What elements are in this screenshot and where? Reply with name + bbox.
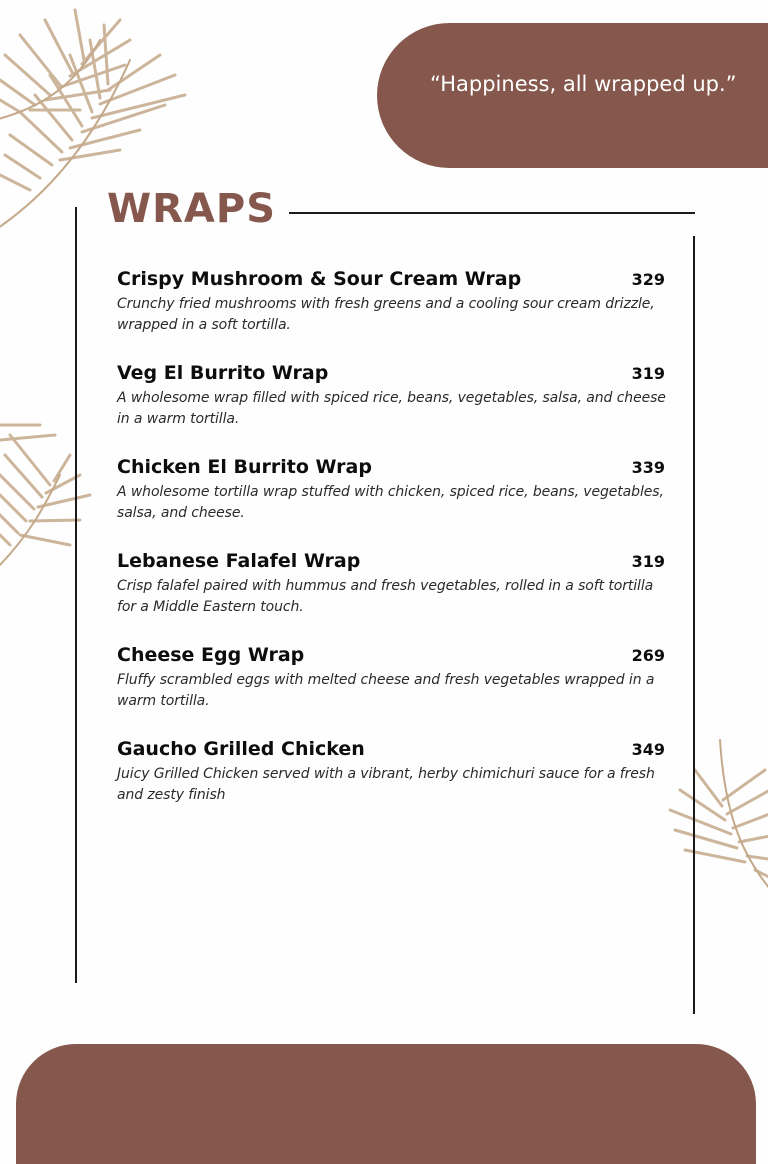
item-name: Gaucho Grilled Chicken [117, 738, 365, 760]
palm-leaf-icon [665, 730, 768, 900]
menu-list [117, 268, 667, 832]
item-name: Cheese Egg Wrap [117, 644, 305, 666]
item-price: 319 [631, 364, 665, 383]
menu-item [117, 738, 667, 832]
right-border-line [693, 236, 695, 1014]
palm-leaf-icon [0, 395, 100, 575]
item-name: Veg El Burrito Wrap [117, 362, 329, 384]
item-price: 329 [631, 270, 665, 289]
menu-item [117, 550, 667, 644]
menu-item [117, 644, 667, 738]
left-border-line [75, 207, 77, 983]
item-description: Crunchy fried mushrooms with fresh greens and a cooling sour cream drizzle, wrapped in a soft tortilla. [117, 296, 655, 333]
item-name: Lebanese Falafel Wrap [117, 550, 361, 572]
item-name: Chicken El Burrito Wrap [117, 456, 372, 478]
item-description: Crisp falafel paired with hummus and fresh vegetables, rolled in a soft tortilla for a Middle Eastern touch. [117, 578, 654, 615]
menu-item [117, 268, 667, 362]
item-description: Fluffy scrambled eggs with melted cheese and fresh vegetables wrapped in a warm tortilla. [117, 672, 655, 709]
item-description: A wholesome wrap filled with spiced rice, beans, vegetables, salsa, and cheese in a warm tortilla. [117, 390, 666, 427]
item-description: A wholesome tortilla wrap stuffed with chicken, spiced rice, beans, vegetables, salsa, and cheese. [117, 484, 664, 521]
tagline-quote: “Happiness, all wrapped up.” [430, 72, 737, 96]
item-price: 269 [631, 646, 665, 665]
item-price: 349 [631, 740, 665, 759]
item-name: Crispy Mushroom & Sour Cream Wrap [117, 268, 522, 290]
title-divider [289, 212, 695, 214]
footer-band [16, 1044, 756, 1164]
section-title: WRAPS [107, 186, 277, 232]
item-price: 339 [631, 458, 665, 477]
item-price: 319 [631, 552, 665, 571]
menu-item [117, 456, 667, 550]
item-description: Juicy Grilled Chicken served with a vibrant, herby chimichuri sauce for a fresh and zesty finish [117, 766, 655, 803]
menu-item [117, 362, 667, 456]
